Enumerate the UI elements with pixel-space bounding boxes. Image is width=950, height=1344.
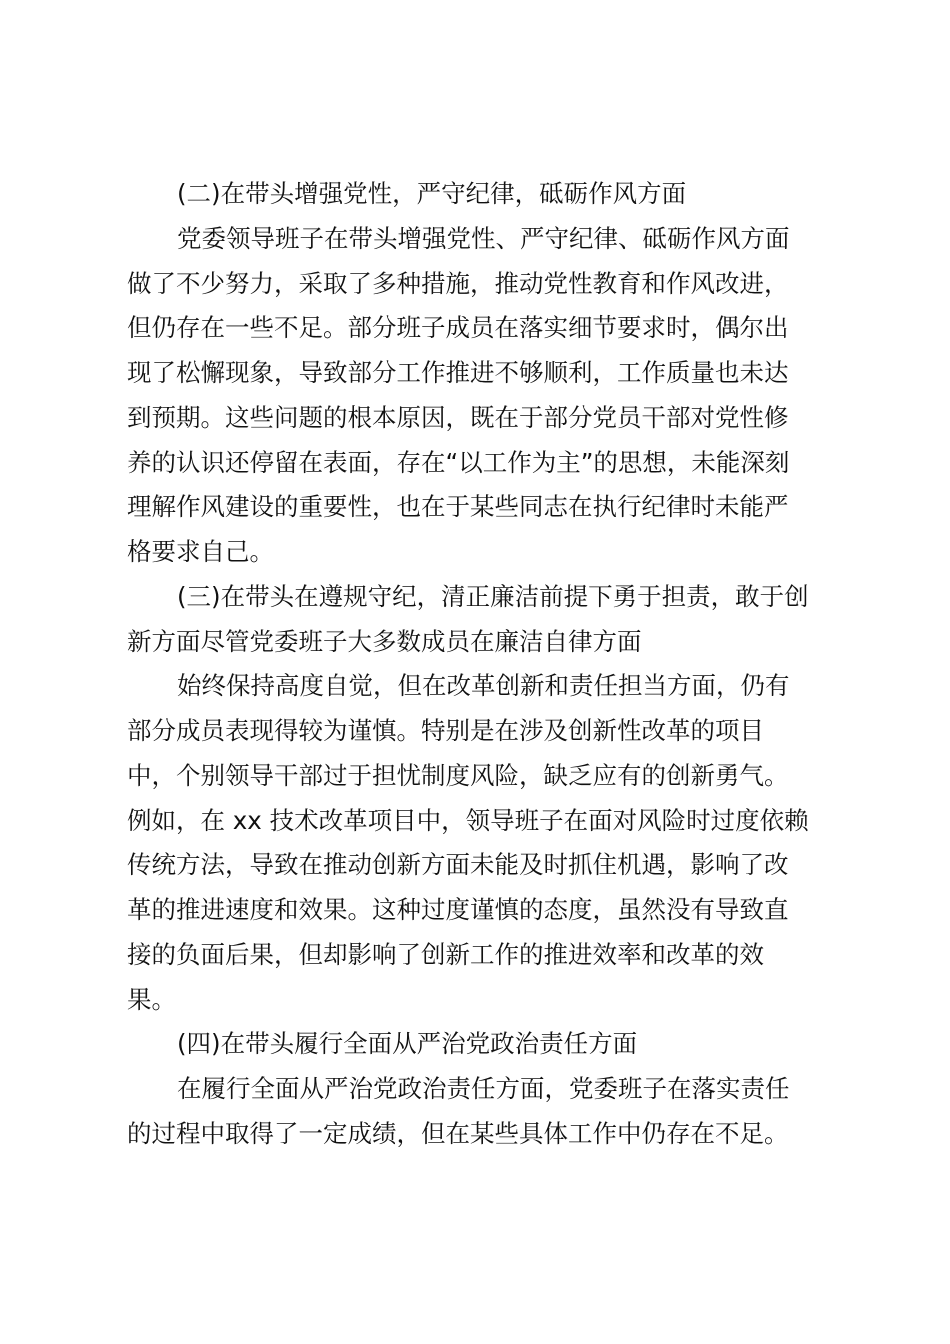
paragraph-line: 中，个别领导干部过于担忧制度风险，缺乏应有的创新勇气。 [127,760,789,790]
paragraph-line: 例如，在 xx 技术改革项目中，领导班子在面对风险时过度依赖 [127,805,809,835]
section-heading-4: (四)在带头履行全面从严治党政治责任方面 [177,1029,638,1059]
paragraph-line: 现了松懈现象，导致部分工作推进不够顺利，工作质量也未达 [127,358,789,387]
paragraph-line: 部分成员表现得较为谨慎。特别是在涉及创新性改革的项目 [127,716,764,745]
paragraph-line: 到预期。这些问题的根本原因，既在于部分党员干部对党性修 [127,402,789,432]
document-body [127,172,833,1157]
paragraph-line: 传统方法，导致在推动创新方面未能及时抓住机遇，影响了改 [127,850,789,880]
paragraph-line: 养的认识还停留在表面，存在“以工作为主”的思想，未能深刻 [127,447,790,477]
section-heading-3-continued: 新方面尽管党委班子大多数成员在廉洁自律方面 [127,626,642,656]
section-heading-3: (三)在带头在遵规守纪，清正廉洁前提下勇于担责，敢于创 [177,581,809,611]
paragraph-line: 做了不少努力，采取了多种措施，推动党性教育和作风改进， [127,268,789,298]
paragraph-line: 党委领导班子在带头增强党性、严守纪律、砥砺作风方面 [177,223,790,253]
paragraph-line: 接的负面后果，但却影响了创新工作的推进效率和改革的效 [127,939,764,969]
paragraph-line: 的过程中取得了一定成绩，但在某些具体工作中仍存在不足。 [127,1118,789,1148]
paragraph-line: 格要求自己。 [127,537,274,566]
paragraph-line: 革的推进速度和效果。这种过度谨慎的态度，虽然没有导致直 [127,895,789,924]
paragraph-line: 始终保持高度自觉，但在改革创新和责任担当方面，仍有 [177,671,790,701]
paragraph-line: 但仍存在一些不足。部分班子成员在落实细节要求时，偶尔出 [127,313,789,343]
paragraph-line: 理解作风建设的重要性，也在于某些同志在执行纪律时未能严 [127,492,789,522]
paragraph-line: 在履行全面从严治党政治责任方面，党委班子在落实责任 [177,1074,790,1103]
paragraph-line: 果。 [127,984,176,1014]
section-heading-2: (二)在带头增强党性，严守纪律，砥砺作风方面 [177,179,687,208]
